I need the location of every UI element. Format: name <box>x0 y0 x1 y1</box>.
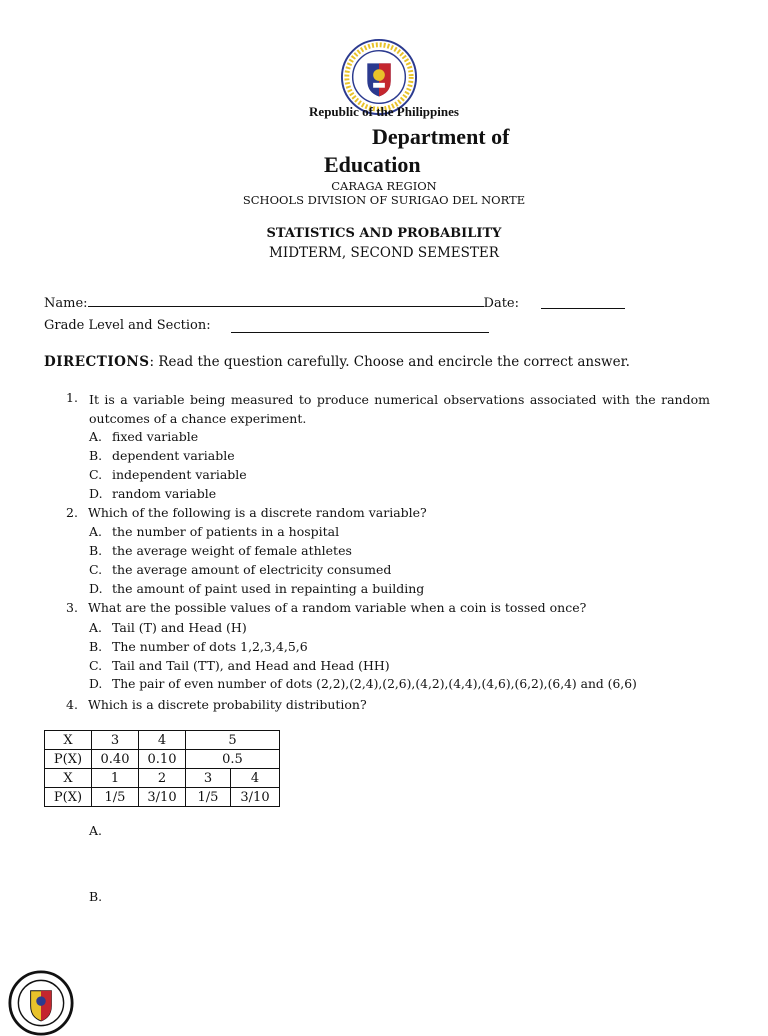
q2-option-c[interactable]: C. the average amount of electricity consumed <box>89 562 392 577</box>
question-2: 2. Which of the following is a discrete random variable? <box>66 505 427 520</box>
table-cell: 1/5 <box>92 788 139 807</box>
table-row <box>45 731 280 750</box>
q1-option-b[interactable]: B. dependent variable <box>89 448 235 463</box>
q2-option-b[interactable]: B. the average weight of female athletes <box>89 543 352 558</box>
answer-label-a[interactable]: A. <box>89 823 103 838</box>
table-cell: 5 <box>186 731 280 750</box>
table-row <box>45 750 280 769</box>
q1-option-c[interactable]: C. independent variable <box>89 467 247 482</box>
answer-label-b[interactable]: B. <box>89 889 103 904</box>
name-label: Name: <box>44 296 88 311</box>
question-3: 3. What are the possible values of a random variable when a coin is tossed once? <box>66 600 587 615</box>
grade-row <box>44 318 211 333</box>
table-cell: 3 <box>92 731 139 750</box>
q1-option-d[interactable]: D. random variable <box>89 486 217 501</box>
table-cell: P(X) <box>45 788 92 807</box>
table-cell: 1 <box>92 769 139 788</box>
table-cell: X <box>45 769 92 788</box>
directions-text: : Read the question carefully. Choose and encircle the correct answer. <box>149 354 630 370</box>
table-cell: 3/10 <box>139 788 186 807</box>
exam-title: MIDTERM, SECOND SEMESTER <box>269 245 499 261</box>
subject-title: STATISTICS AND PROBABILITY <box>266 226 502 241</box>
table-row <box>45 788 280 807</box>
q2-option-a[interactable]: A. the number of patients in a hospital <box>89 524 340 539</box>
date-blank[interactable] <box>541 296 625 309</box>
table-cell: X <box>45 731 92 750</box>
grade-label: Grade Level and Section: <box>44 318 211 333</box>
grade-blank[interactable] <box>231 320 489 333</box>
table-cell: 4 <box>139 731 186 750</box>
q1-option-a[interactable]: A. fixed variable <box>89 429 199 444</box>
table-cell: 1/5 <box>186 788 231 807</box>
table-row <box>45 769 280 788</box>
table-cell: P(X) <box>45 750 92 769</box>
table-cell: 4 <box>231 769 280 788</box>
department-of-education-seal-icon <box>8 970 74 1036</box>
q3-option-d[interactable]: D. The pair of even number of dots (2,2),(2,4),(2,6),(4,2),(4,4),(4,6),(6,2),(6,4) and (6,6) <box>89 677 637 691</box>
table-cell: 0.10 <box>139 750 186 769</box>
division-line: SCHOOLS DIVISION OF SURIGAO DEL NORTE <box>242 193 526 207</box>
date-label: Date: <box>483 296 520 311</box>
q3-option-c[interactable]: C. Tail and Tail (TT), and Head and Head (HH) <box>89 658 390 673</box>
question-4: 4. Which is a discrete probability distribution? <box>66 697 367 712</box>
q2-option-d[interactable]: D. the amount of paint used in repainting a building <box>89 581 425 596</box>
department-heading-line2: Education <box>324 152 421 177</box>
table-cell: 2 <box>139 769 186 788</box>
question-1-text: It is a variable being measured to produce numerical observations associated with the random outcomes of a chance experiment. <box>89 392 710 426</box>
directions-label: DIRECTIONS <box>44 354 150 370</box>
region-line: CARAGA REGION <box>331 179 437 193</box>
question-1-number: 1. <box>66 390 78 405</box>
department-heading-line1: Department of <box>372 124 510 149</box>
q3-option-a[interactable]: A. Tail (T) and Head (H) <box>89 620 247 635</box>
table-cell: 0.5 <box>186 750 280 769</box>
table-cell: 3/10 <box>231 788 280 807</box>
name-row <box>44 294 519 311</box>
distribution-table <box>44 730 280 807</box>
table-cell: 0.40 <box>92 750 139 769</box>
name-blank[interactable] <box>88 294 484 307</box>
directions <box>44 354 630 370</box>
republic-heading: Republic of the Philippines <box>309 104 459 119</box>
table-cell: 3 <box>186 769 231 788</box>
q3-option-b[interactable]: B. The number of dots 1,2,3,4,5,6 <box>89 639 308 654</box>
